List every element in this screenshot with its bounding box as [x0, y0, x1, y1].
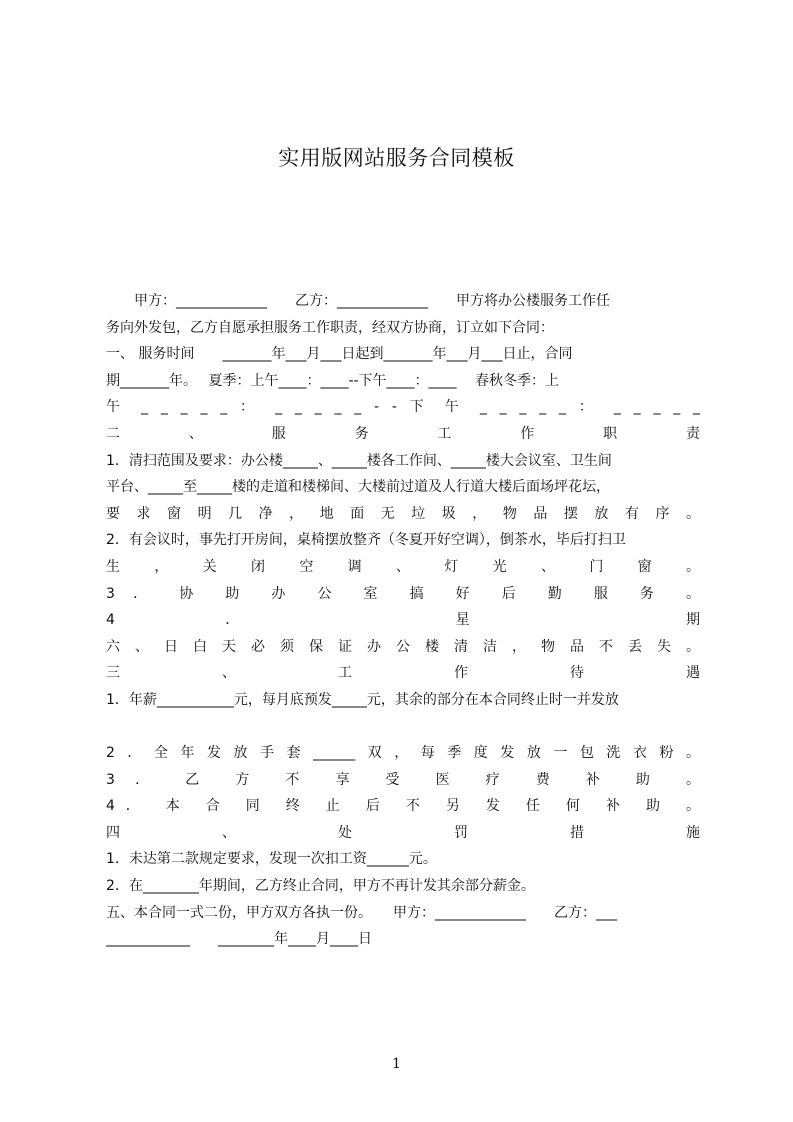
- paragraph-line: 生 ， 关 闭 空 调 、 灯 光 、 门 窗 。: [106, 558, 700, 575]
- paragraph-line: 3 ． 乙 方 不 享 受 医 疗 费 补 助 。: [106, 771, 700, 788]
- section-1-service-time: 一、 服务时间 _______年___月___日起到_______年___月___日止，合同: [106, 346, 573, 363]
- signature-date-line: ____________ ________年____月____日: [106, 931, 372, 948]
- section-3-heading: 三 、 工 作 待 遇: [106, 665, 700, 682]
- paragraph-line: 期_______年。 夏季：上午____：____--下午____：____ 春秋冬季：上: [106, 372, 560, 389]
- paragraph-line: 1．清扫范围及要求：办公楼_____、_____楼各工作间、_____楼大会议室、卫生间: [106, 452, 612, 469]
- document-body: [106, 288, 700, 953]
- page-number: 1: [392, 1056, 401, 1072]
- paragraph-line: 2．在________年期间，乙方终止合同，甲方不再计发其余部分薪金。: [106, 878, 535, 895]
- section-4-heading: 四 、 处 罚 措 施: [106, 824, 700, 841]
- paragraph-line: 六 、 日 白 天 必 须 保 证 办 公 楼 清 洁 ， 物 品 不 丢 失 。: [106, 638, 700, 655]
- document-title: 实用版网站服务合同模板: [278, 146, 515, 170]
- blank-line: [106, 714, 700, 741]
- paragraph-line: 2．全年发放手套______双，每季度发放一包洗衣粉。: [106, 745, 700, 762]
- paragraph-line: 甲方：_____________ 乙方：_____________ 甲方将办公楼服务工作任: [106, 293, 610, 309]
- paragraph-line: 4． 本 合 同 终 止 后 不 另 发 任 何 补 助 。: [106, 798, 700, 815]
- paragraph-line: 午 _ _ _ _ _ ： _ _ _ _ _ - - 下 午 _ _ _ _ _ ： _ _ _ _ _: [106, 399, 700, 416]
- paragraph-line: 3 ． 协 助 办 公 室 搞 好 后 勤 服 务 。: [106, 585, 700, 602]
- paragraph-line: 4 ． 星 期: [106, 612, 700, 629]
- paragraph-line: 2．有会议时，事先打开房间，桌椅摆放整齐（冬夏开好空调），倒茶水，毕后打扫卫: [106, 532, 626, 549]
- section-5-signatures: 五、本合同一式二份，甲方双方各执一份。 甲方：_____________ 乙方：___: [106, 904, 617, 921]
- paragraph-line: 1．年薪___________元，每月底预发_____元，其余的部分在本合同终止时一并发放: [106, 691, 619, 708]
- paragraph-line: 平台、_____至_____楼的走道和楼梯间、大楼前过道及人行道大楼后面场坪花坛，: [106, 479, 610, 496]
- paragraph-line: 务向外发包，乙方自愿承担服务工作职责，经双方协商，订立如下合同：: [106, 319, 554, 336]
- paragraph-line: 要 求 窗 明 几 净 ， 地 面 无 垃 圾 ， 物 品 摆 放 有 序 。: [106, 505, 700, 522]
- section-2-heading: 二 、 服 务 工 作 职 责: [106, 425, 700, 442]
- paragraph-line: 1．未达第二款规定要求，发现一次扣工资______元。: [106, 851, 437, 868]
